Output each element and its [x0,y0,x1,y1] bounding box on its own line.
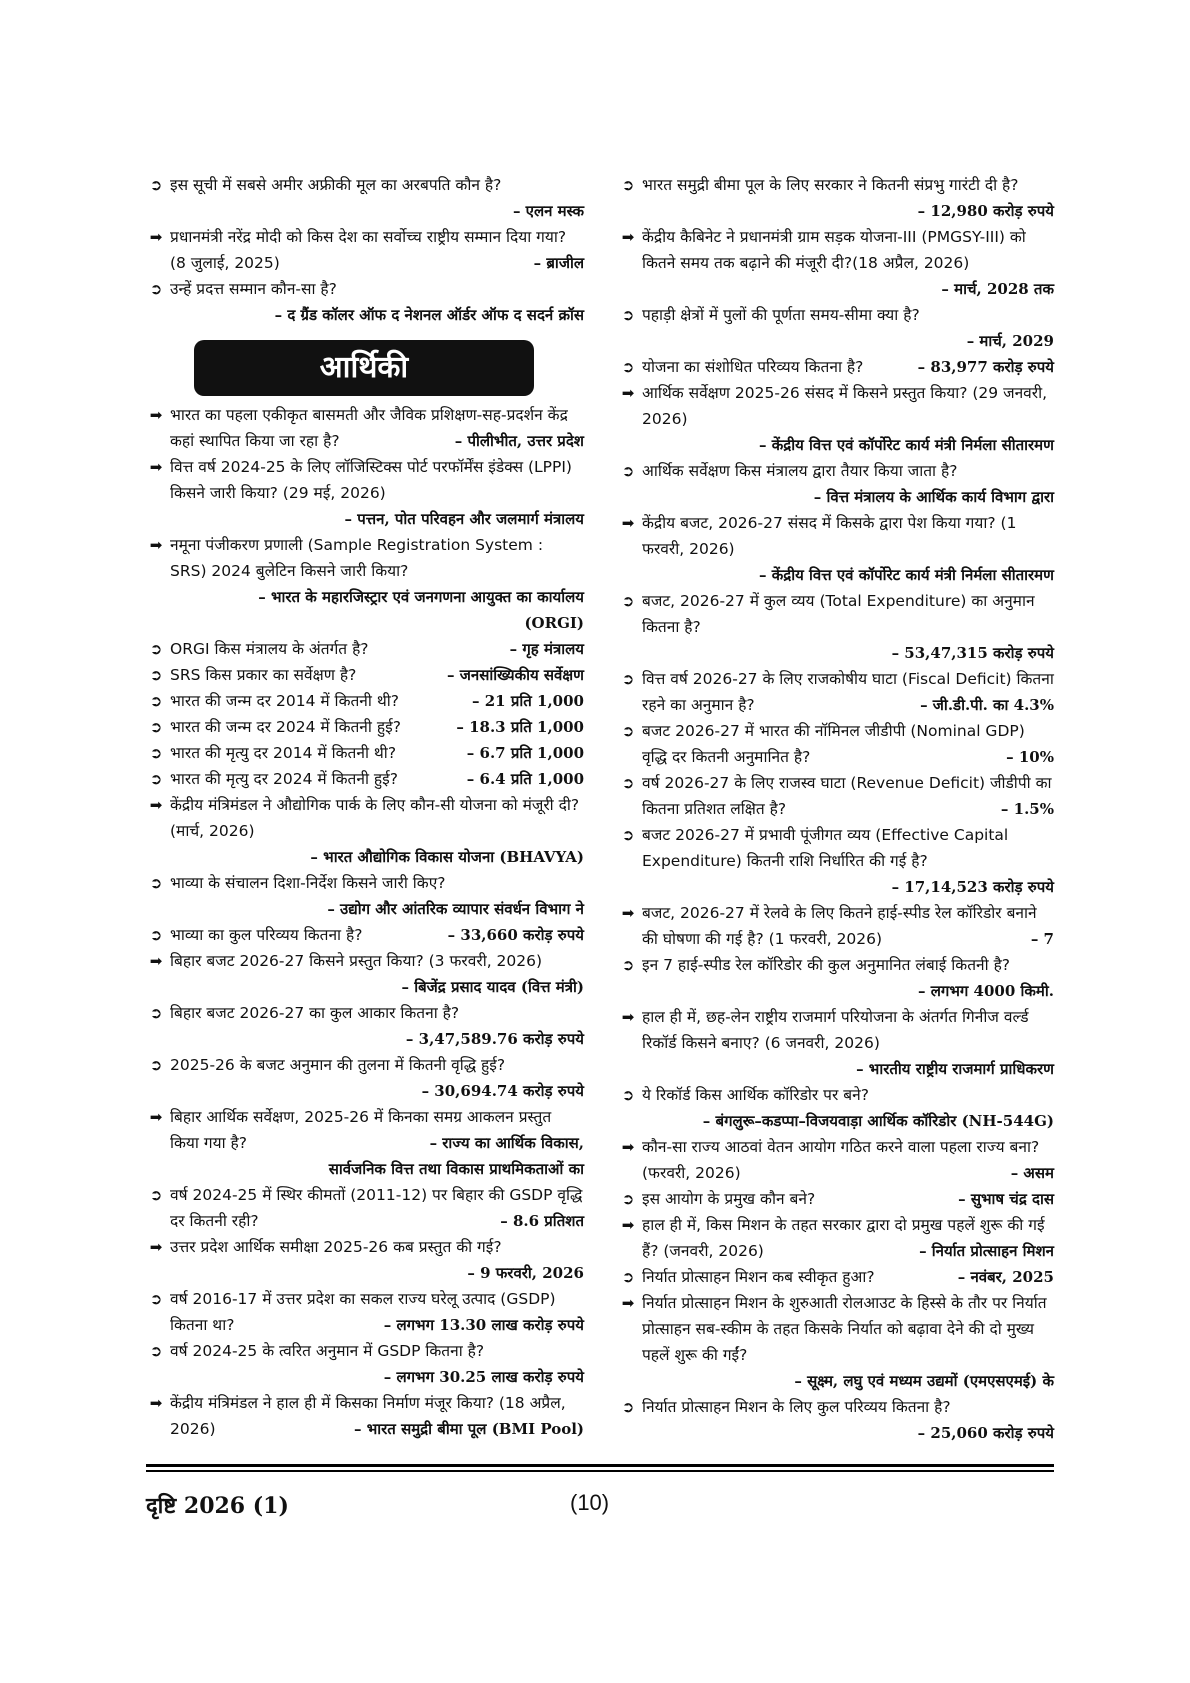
question-item [146,922,584,948]
question-item [618,224,1054,276]
question-item [618,718,1054,770]
question-text: केंद्रीय कैबिनेट ने प्रधानमंत्री ग्राम सड़क योजना-III (PMGSY-III) को कितने समय तक बढ़ाने की मंजूरी दी?(18 अप्रैल, 2026) [642,228,1026,272]
question-item [146,1390,584,1442]
answer-inline: – जी.डी.पी. का 4.3% [920,696,1054,714]
question-text: वर्ष 2016-17 में उत्तर प्रदेश का सकल राज्य घरेलू उत्पाद (GSDP) कितना था? [170,1290,556,1334]
question-item [618,354,1054,380]
question-text: भारत समुद्री बीमा पूल के लिए सरकार ने कितनी संप्रभु गारंटी दी है? [642,176,1019,194]
circle-arrow-bullet-icon: ➲ [621,722,635,740]
question-text: आर्थिक सर्वेक्षण किस मंत्रालय द्वारा तैयार किया जाता है? [642,462,958,480]
circle-arrow-bullet-icon: ➲ [621,1086,635,1104]
question-text: वित्त वर्ष 2026-27 के लिए राजकोषीय घाटा (Fiscal Deficit) कितना रहने का अनुमान है? [642,670,1054,714]
question-item [618,1186,1054,1212]
question-item [618,952,1054,978]
question-item [618,1134,1054,1186]
circle-arrow-bullet-icon: ➲ [149,718,163,736]
question-text: केंद्रीय बजट, 2026-27 संसद में किसके द्वारा पेश किया गया? (1 फरवरी, 2026) [642,514,1017,558]
question-text: भारत की जन्म दर 2024 में कितनी हुई? [170,718,401,736]
question-text: केंद्रीय मंत्रिमंडल ने हाल ही में किसका निर्माण मंजूर किया? (18 अप्रैल, 2026) [170,1394,566,1438]
question-item [146,532,584,584]
answer-line: – मार्च, 2028 तक [941,280,1054,298]
question-text: वर्ष 2026-27 के लिए राजस्व घाटा (Revenue Deficit) जीडीपी का कितना प्रतिशत लक्षित है? [642,774,1052,818]
answer-line: – 9 फरवरी, 2026 [467,1264,584,1282]
answer-inline: – असम [1010,1164,1054,1182]
question-item [146,766,584,792]
answer-inline: – 33,660 करोड़ रुपये [447,926,584,944]
circle-arrow-bullet-icon: ➲ [621,1398,635,1416]
question-item [146,740,584,766]
answer-inline: – 7 [1030,930,1054,948]
circle-arrow-bullet-icon: ➲ [149,176,163,194]
question-text: बिहार बजट 2026-27 किसने प्रस्तुत किया? (3 फरवरी, 2026) [170,952,543,970]
question-text: बजट 2026-27 में प्रभावी पूंजीगत व्यय (Effective Capital Expenditure) कितनी राशि निर्धारित की गई है? [642,826,1009,870]
circle-arrow-bullet-icon: ➲ [621,592,635,610]
arrow-bullet-icon: ➡ [149,536,163,554]
question-item [618,1264,1054,1290]
circle-arrow-bullet-icon: ➲ [149,1186,163,1204]
answer-inline: – 18.3 प्रति 1,000 [456,718,584,736]
arrow-bullet-icon: ➡ [621,228,635,246]
question-text: उन्हें प्रदत्त सम्मान कौन-सा है? [170,280,337,298]
question-item [618,1004,1054,1056]
question-item [618,588,1054,640]
question-text: इस आयोग के प्रमुख कौन बने? [642,1190,816,1208]
question-text: भाव्या के संचालन दिशा-निर्देश किसने जारी किए? [170,874,446,892]
question-item [618,666,1054,718]
question-text: वर्ष 2024-25 के त्वरित अनुमान में GSDP कितना है? [170,1342,485,1360]
answer-inline: – 6.4 प्रति 1,000 [466,770,584,788]
answer-inline: – राज्य का आर्थिक विकास, [429,1134,584,1152]
question-text: बिहार बजट 2026-27 का कुल आकार कितना है? [170,1004,460,1022]
circle-arrow-bullet-icon: ➲ [621,462,635,480]
question-text: उत्तर प्रदेश आर्थिक समीक्षा 2025-26 कब प्रस्तुत की गई? [170,1238,502,1256]
circle-arrow-bullet-icon: ➲ [149,640,163,658]
question-item [618,302,1054,328]
circle-arrow-bullet-icon: ➲ [149,1056,163,1074]
arrow-bullet-icon: ➡ [621,1138,635,1156]
answer-inline: – निर्यात प्रोत्साहन मिशन [919,1242,1054,1260]
answer-inline: – लगभग 13.30 लाख करोड़ रुपये [383,1316,584,1334]
answer-inline: – नवंबर, 2025 [957,1268,1054,1286]
question-text: बजट 2026-27 में भारत की नॉमिनल जीडीपी (Nominal GDP) वृद्धि दर कितनी अनुमानित है? [642,722,1025,766]
answer-inline: – 10% [1006,748,1054,766]
question-item [618,510,1054,562]
arrow-bullet-icon: ➡ [621,1294,635,1312]
question-item [146,402,584,454]
footer-title: दृष्टि 2026 (1) [146,1493,289,1519]
question-text: ये रिकॉर्ड किस आर्थिक कॉरिडोर पर बने? [642,1086,869,1104]
answer-inline: – भारत समुद्री बीमा पूल (BMI Pool) [354,1420,584,1438]
circle-arrow-bullet-icon: ➲ [149,666,163,684]
question-text: SRS किस प्रकार का सर्वेक्षण है? [170,666,357,684]
circle-arrow-bullet-icon: ➲ [149,926,163,944]
answer-line: – भारत औद्योगिक विकास योजना (BHAVYA) [310,848,584,866]
circle-arrow-bullet-icon: ➲ [621,956,635,974]
circle-arrow-bullet-icon: ➲ [149,770,163,788]
footer-rule [146,1464,1054,1467]
answer-line: – लगभग 30.25 लाख करोड़ रुपये [383,1368,584,1386]
question-text: बजट, 2026-27 में कुल व्यय (Total Expenditure) का अनुमान कितना है? [642,592,1035,636]
arrow-bullet-icon: ➡ [149,796,163,814]
question-text: भाव्या का कुल परिव्यय कितना है? [170,926,363,944]
circle-arrow-bullet-icon: ➲ [621,1190,635,1208]
answer-inline: – 8.6 प्रतिशत [500,1212,584,1230]
answer-line: – लगभग 4000 किमी. [917,982,1054,1000]
answer-line: – एलन मस्क [512,202,584,220]
circle-arrow-bullet-icon: ➲ [621,826,635,844]
question-text: वर्ष 2024-25 में स्थिर कीमतों (2011-12) पर बिहार की GSDP वृद्धि दर कितनी रही? [170,1186,583,1230]
answer-inline: – 83,977 करोड़ रुपये [917,358,1054,376]
answer-line: सार्वजनिक वित्त तथा विकास प्राथमिकताओं का [328,1160,584,1178]
question-item [618,822,1054,874]
answer-line: – 17,14,523 करोड़ रुपये [891,878,1054,896]
question-item [146,172,584,198]
question-item [146,636,584,662]
page-number: (10) [570,1490,610,1515]
question-item [146,870,584,896]
answer-line: – 3,47,589.76 करोड़ रुपये [405,1030,584,1048]
answer-line: – बंगलुरू–कडप्पा–विजयवाड़ा आर्थिक कॉरिडोर (NH-544G) [702,1112,1054,1130]
arrow-bullet-icon: ➡ [149,228,163,246]
answer-inline: – 6.7 प्रति 1,000 [466,744,584,762]
question-item [618,1290,1054,1368]
arrow-bullet-icon: ➡ [149,1394,163,1412]
answer-inline: – सुभाष चंद्र दास [958,1190,1054,1208]
answer-line: – केंद्रीय वित्त एवं कॉर्पोरेट कार्य मंत्री निर्मला सीतारमण [759,566,1054,584]
question-text: वित्त वर्ष 2024-25 के लिए लॉजिस्टिक्स पोर्ट परफॉर्मेंस इंडेक्स (LPPI) किसने जारी किया? (29 मई, 2026) [170,458,572,502]
question-text: पहाड़ी क्षेत्रों में पुलों की पूर्णता समय-सीमा क्या है? [642,306,920,324]
arrow-bullet-icon: ➡ [149,952,163,970]
question-text: ORGI किस मंत्रालय के अंतर्गत है? [170,640,369,658]
arrow-bullet-icon: ➡ [149,1238,163,1256]
circle-arrow-bullet-icon: ➲ [621,670,635,688]
left-column [146,172,584,1442]
circle-arrow-bullet-icon: ➲ [621,358,635,376]
question-item [618,1394,1054,1420]
footer-rule-thin [146,1470,1054,1472]
arrow-bullet-icon: ➡ [621,514,635,532]
circle-arrow-bullet-icon: ➲ [149,1004,163,1022]
arrow-bullet-icon: ➡ [621,384,635,402]
question-item [146,1338,584,1364]
question-text: कौन-सा राज्य आठवां वेतन आयोग गठित करने वाला पहला राज्य बना? (फरवरी, 2026) [642,1138,1040,1182]
answer-line: – सूक्ष्म, लघु एवं मध्यम उद्यमों (एमएसएमई) के [794,1372,1054,1390]
question-item [146,1052,584,1078]
answer-line: – भारत के महारजिस्ट्रार एवं जनगणना आयुक्त का कार्यालय [258,588,584,606]
question-item [618,1082,1054,1108]
question-item [146,276,584,302]
question-text: 2025-26 के बजट अनुमान की तुलना में कितनी वृद्धि हुई? [170,1056,506,1074]
question-item [146,1182,584,1234]
arrow-bullet-icon: ➡ [149,1108,163,1126]
question-item [146,714,584,740]
question-item [618,770,1054,822]
question-item [146,662,584,688]
circle-arrow-bullet-icon: ➲ [621,176,635,194]
arrow-bullet-icon: ➡ [621,904,635,922]
question-text: भारत की मृत्यु दर 2024 में कितनी हुई? [170,770,398,788]
question-item [146,1000,584,1026]
circle-arrow-bullet-icon: ➲ [149,280,163,298]
question-text: बिहार आर्थिक सर्वेक्षण, 2025-26 में किनका समग्र आकलन प्रस्तुत किया गया है? [170,1108,552,1152]
answer-line: – द ग्रैंड कॉलर ऑफ द नेशनल ऑर्डर ऑफ द सदर्न क्रॉस [274,306,584,324]
question-item [146,454,584,506]
circle-arrow-bullet-icon: ➲ [621,1268,635,1286]
question-item [146,1104,584,1156]
circle-arrow-bullet-icon: ➲ [149,874,163,892]
answer-line: – केंद्रीय वित्त एवं कॉर्पोरेट कार्य मंत्री निर्मला सीतारमण [759,436,1054,454]
answer-line: – मार्च, 2029 [966,332,1054,350]
question-text: नमूना पंजीकरण प्रणाली (Sample Registration System : SRS) 2024 बुलेटिन किसने जारी किया? [170,536,544,580]
answer-inline: – ब्राजील [533,254,584,272]
arrow-bullet-icon: ➡ [621,1008,635,1026]
question-text: आर्थिक सर्वेक्षण 2025-26 संसद में किसने प्रस्तुत किया? (29 जनवरी, 2026) [642,384,1048,428]
question-item [618,458,1054,484]
answer-inline: – जनसांख्यिकीय सर्वेक्षण [447,666,584,684]
arrow-bullet-icon: ➡ [621,1216,635,1234]
right-column [618,172,1054,1446]
question-text: इन 7 हाई-स्पीड रेल कॉरिडोर की कुल अनुमानित लंबाई कितनी है? [642,956,1011,974]
question-text: इस सूची में सबसे अमीर अफ्रीकी मूल का अरबपति कौन है? [170,176,502,194]
circle-arrow-bullet-icon: ➲ [149,744,163,762]
answer-line: – उद्योग और आंतरिक व्यापार संवर्धन विभाग ने [327,900,584,918]
question-text: भारत का पहला एकीकृत बासमती और जैविक प्रशिक्षण-सह-प्रदर्शन केंद्र कहां स्थापित किया जा रहा है? [170,406,568,450]
question-text: निर्यात प्रोत्साहन मिशन के लिए कुल परिव्यय कितना है? [642,1398,951,1416]
answer-inline: – पीलीभीत, उत्तर प्रदेश [454,432,584,450]
question-item [618,900,1054,952]
question-item [618,172,1054,198]
arrow-bullet-icon: ➡ [149,458,163,476]
answer-line: – 25,060 करोड़ रुपये [917,1424,1054,1442]
question-text: योजना का संशोधित परिव्यय कितना है? [642,358,864,376]
circle-arrow-bullet-icon: ➲ [149,1290,163,1308]
answer-line: – भारतीय राष्ट्रीय राजमार्ग प्राधिकरण [856,1060,1054,1078]
circle-arrow-bullet-icon: ➲ [149,1342,163,1360]
question-item [146,948,584,974]
question-text: हाल ही में, छह-लेन राष्ट्रीय राजमार्ग परियोजना के अंतर्गत गिनीज वर्ल्ड रिकॉर्ड किसने बनाए? (6 जनवरी, 2026) [642,1008,1029,1052]
question-item [146,792,584,844]
answer-inline: – 1.5% [1000,800,1054,818]
answer-line: – वित्त मंत्रालय के आर्थिक कार्य विभाग द्वारा [813,488,1054,506]
circle-arrow-bullet-icon: ➲ [621,306,635,324]
question-text: निर्यात प्रोत्साहन मिशन के शुरुआती रोलआउट के हिस्से के तौर पर निर्यात प्रोत्साहन सब-स्कीम के तहत किसके निर्यात को बढ़ावा देने की दो मुख्य पहलें शुरू की गईं? [642,1294,1047,1364]
question-item [146,688,584,714]
answer-line: – बिजेंद्र प्रसाद यादव (वित्त मंत्री) [401,978,584,996]
answer-line: (ORGI) [524,614,584,632]
section-banner: आर्थिकी [194,340,534,396]
question-item [146,1286,584,1338]
question-text: हाल ही में, किस मिशन के तहत सरकार द्वारा दो प्रमुख पहलें शुरू की गई हैं? (जनवरी, 2026) [642,1216,1045,1260]
circle-arrow-bullet-icon: ➲ [149,692,163,710]
answer-inline: – 21 प्रति 1,000 [472,692,584,710]
answer-line: – पत्तन, पोत परिवहन और जलमार्ग मंत्रालय [344,510,584,528]
question-item [618,380,1054,432]
question-text: प्रधानमंत्री नरेंद्र मोदी को किस देश का सर्वोच्च राष्ट्रीय सम्मान दिया गया? (8 जुलाई, 2025) [170,228,567,272]
question-text: केंद्रीय मंत्रिमंडल ने औद्योगिक पार्क के लिए कौन-सी योजना को मंजूरी दी? (मार्च, 2026) [170,796,580,840]
question-text: बजट, 2026-27 में रेलवे के लिए कितने हाई-स्पीड रेल कॉरिडोर बनाने की घोषणा की गई है? (1 फरवरी, 2026) [642,904,1037,948]
question-text: निर्यात प्रोत्साहन मिशन कब स्वीकृत हुआ? [642,1268,875,1286]
question-item [618,1212,1054,1264]
question-text: भारत की जन्म दर 2014 में कितनी थी? [170,692,399,710]
answer-inline: – गृह मंत्रालय [509,640,584,658]
arrow-bullet-icon: ➡ [149,406,163,424]
question-item [146,1234,584,1260]
answer-line: – 12,980 करोड़ रुपये [917,202,1054,220]
question-item [146,224,584,276]
circle-arrow-bullet-icon: ➲ [621,774,635,792]
answer-line: – 53,47,315 करोड़ रुपये [891,644,1054,662]
question-text: भारत की मृत्यु दर 2014 में कितनी थी? [170,744,397,762]
answer-line: – 30,694.74 करोड़ रुपये [421,1082,584,1100]
